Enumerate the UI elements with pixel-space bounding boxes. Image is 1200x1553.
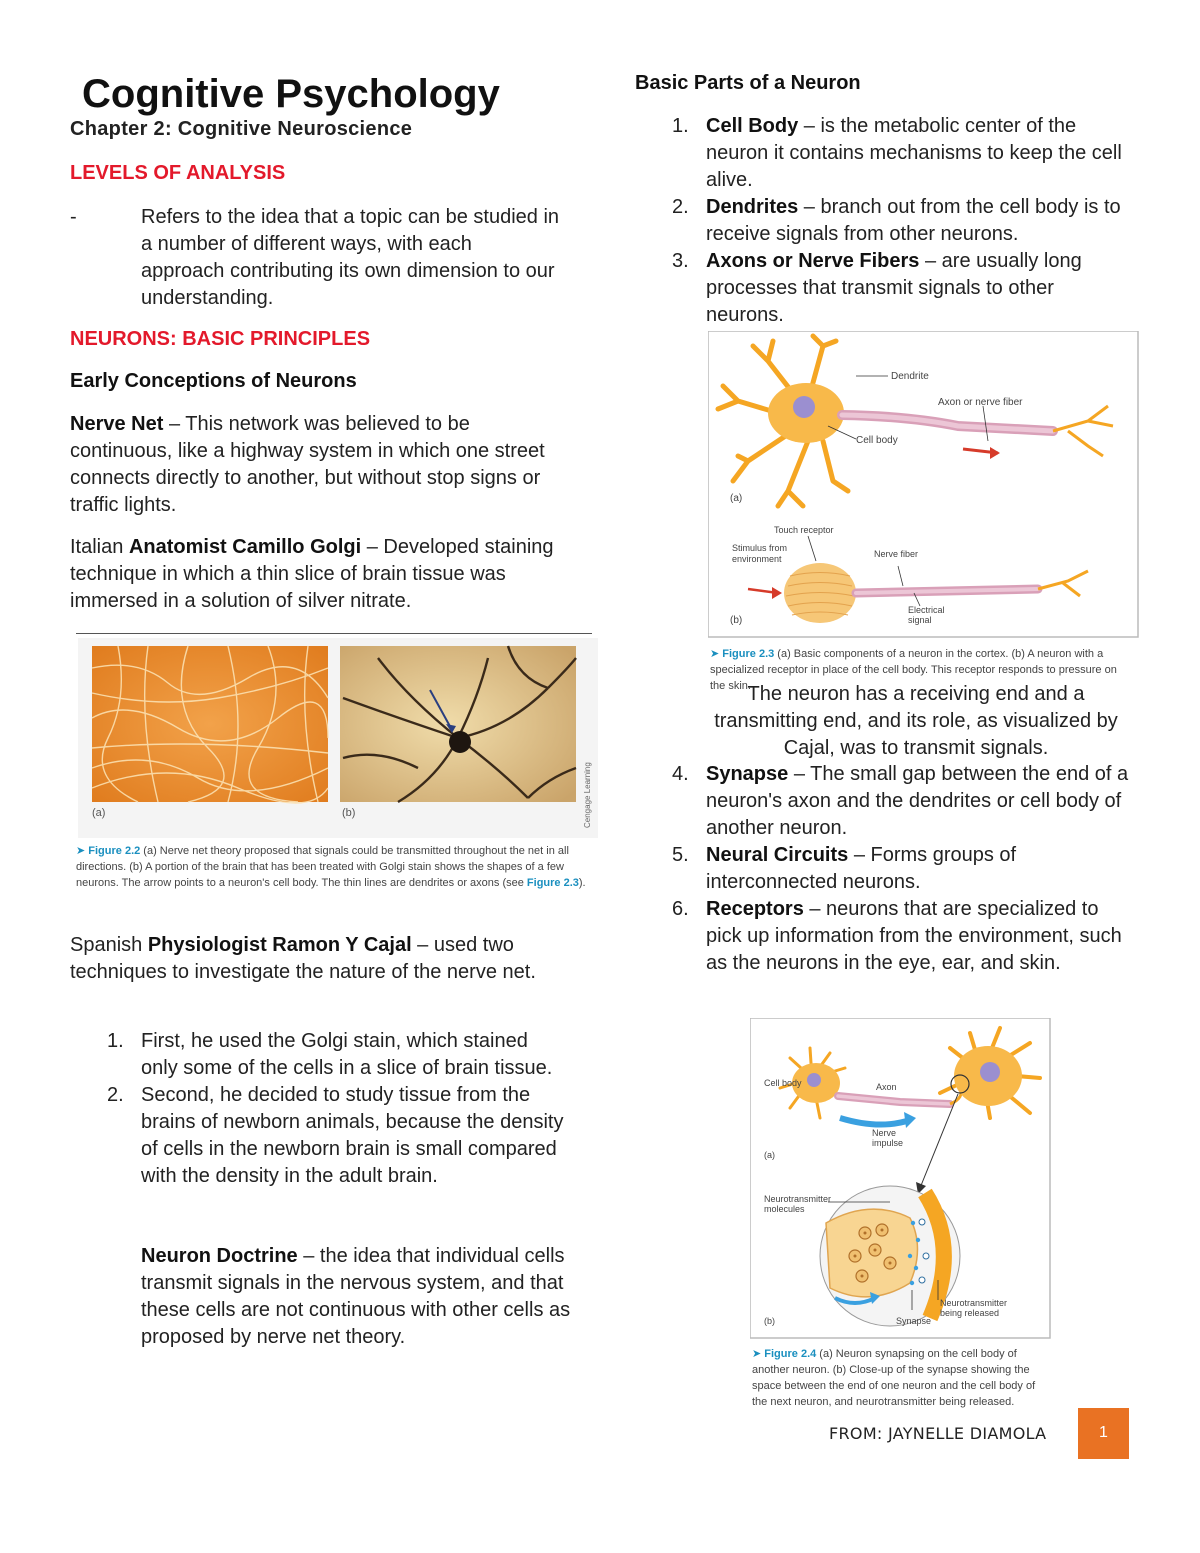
list-item-term: Axons or Nerve Fibers bbox=[706, 250, 920, 272]
dash-bullet: - bbox=[70, 206, 77, 228]
golgi-text: – Developed staining technique in which a thin slice of brain tissue was immersed in a solution of silver nitrate. bbox=[70, 536, 554, 612]
fig24-impulse-label-2: impulse bbox=[872, 1138, 904, 1148]
fig24-label-b: (b) bbox=[764, 1316, 775, 1326]
list-item-text: Second, he decided to study tissue from the brains of newborn animals, because the density of cells in the newborn brain is small compared with the density in the adult brain. bbox=[141, 1084, 564, 1187]
fig24-cell-body-label: Cell body bbox=[764, 1078, 802, 1088]
fig23-touch-label: Touch receptor bbox=[774, 525, 834, 535]
figure-2-3-label: Figure 2.3 bbox=[722, 648, 775, 660]
neuron-doctrine-text: – the idea that individual cells transmit signals in the nervous system, and that these cells are not continuous with other cells as proposed by nerve net theory. bbox=[141, 1245, 571, 1348]
fig23-stimulus-label: Stimulus from bbox=[732, 543, 788, 553]
page-title: Cognitive Psychology bbox=[82, 72, 500, 116]
figure-2-4-label: Figure 2.4 bbox=[764, 1348, 817, 1360]
figure-2-2-caption-ref: Figure 2.3 bbox=[526, 877, 579, 889]
fig24-impulse-label: Nerve bbox=[872, 1128, 897, 1138]
nerve-net-text: – This network was believed to be continuous, like a highway system in which one street connects directly to another, but without stop signs or traffic lights. bbox=[70, 413, 545, 516]
figure-2-2-caption-end: ). bbox=[578, 877, 586, 889]
basic-parts-heading: Basic Parts of a Neuron bbox=[635, 72, 861, 94]
list-item-text: – The small gap between the end of a neuron's axon and the dendrites or cell body of another neuron. bbox=[706, 763, 1129, 839]
figure-2-3-caption-text: (a) Basic components of a neuron in the cortex. (b) A neuron with a specialized receptor in place of the cell body. This receptor responds to pressure on the skin. bbox=[710, 648, 1117, 692]
neuron-doctrine-paragraph bbox=[141, 1243, 571, 1351]
fig24-released-label: Neurotransmitter bbox=[940, 1298, 1008, 1308]
fig23-electrical-label-2: signal bbox=[908, 615, 932, 625]
levels-item bbox=[70, 204, 560, 312]
list-item-number: 1. bbox=[107, 1030, 124, 1052]
list-item bbox=[635, 194, 1135, 248]
figure-2-2-caption-text: (a) Nerve net theory proposed that signals could be transmitted throughout the net in all directions. (b) A portion of the brain that has been treated with Golgi stain shows the shapes of a few neurons. The arrow points to a neuron's cell body. The thin lines are dendrites or axons (see bbox=[76, 845, 569, 889]
list-item bbox=[635, 113, 1135, 194]
chapter-subtitle: Chapter 2: Cognitive Neuroscience bbox=[70, 118, 413, 140]
fig24-axon-label: Axon bbox=[876, 1082, 897, 1092]
fig23-label-b: (b) bbox=[730, 615, 743, 626]
golgi-paragraph bbox=[70, 534, 560, 615]
parts-list-bottom bbox=[635, 761, 1135, 977]
figure-2-2-label: Figure 2.2 bbox=[88, 845, 141, 857]
list-item-text: First, he used the Golgi stain, which stained only some of the cells in a slice of brain tissue. bbox=[141, 1030, 553, 1079]
figure-2-2-label-a: (a) bbox=[92, 807, 106, 819]
list-item-text: – neurons that are specialized to pick up information from the environment, such as the neurons in the eye, ear, and skin. bbox=[706, 898, 1122, 974]
golgi-term: Anatomist Camillo Golgi bbox=[128, 536, 362, 558]
list-item-number: 4. bbox=[672, 763, 689, 785]
list-item-number: 3. bbox=[672, 250, 689, 272]
list-item-text: – are usually long processes that transmit signals to other neurons. bbox=[706, 250, 1082, 326]
list-item-text: – Forms groups of interconnected neurons. bbox=[706, 844, 1017, 893]
figure-2-3-diagram bbox=[708, 331, 1140, 639]
fig24-nt-label-2: molecules bbox=[764, 1204, 805, 1214]
fig23-axon-label: Axon or nerve fiber bbox=[938, 397, 1023, 408]
list-item bbox=[635, 896, 1135, 977]
list-item bbox=[635, 248, 1135, 329]
fig23-label-a: (a) bbox=[730, 493, 743, 504]
caption-arrow-icon: ➤ bbox=[752, 1348, 762, 1360]
list-item-number: 6. bbox=[672, 898, 689, 920]
fig23-electrical-label: Electrical bbox=[908, 605, 945, 615]
list-item bbox=[70, 1082, 570, 1190]
list-item-number: 1. bbox=[672, 115, 689, 137]
fig24-synapse-label: Synapse bbox=[896, 1316, 932, 1326]
page-number-badge: 1 bbox=[1078, 1408, 1129, 1459]
list-item-text: – is the metabolic center of the neuron it contains mechanisms to keep the cell alive. bbox=[706, 115, 1122, 191]
levels-heading: LEVELS OF ANALYSIS bbox=[70, 162, 286, 184]
fig24-label-a: (a) bbox=[764, 1150, 775, 1160]
footer-author: FROM: JAYNELLE DIAMOLA bbox=[829, 1424, 1047, 1443]
neurons-heading: NEURONS: BASIC PRINCIPLES bbox=[70, 328, 371, 350]
fig23-cell-body-label: Cell body bbox=[856, 435, 898, 446]
figure-2-2-images bbox=[78, 638, 598, 838]
figure-2-2 bbox=[78, 638, 598, 838]
figure-2-4 bbox=[750, 1018, 1052, 1340]
fig23-stimulus-label-2: environment bbox=[732, 554, 782, 564]
early-conceptions-heading: Early Conceptions of Neurons bbox=[70, 370, 357, 392]
figure-2-4-diagram bbox=[750, 1018, 1052, 1340]
list-item-term: Cell Body bbox=[706, 115, 799, 137]
cajal-list bbox=[70, 1028, 570, 1190]
fig24-nt-label: Neurotransmitter bbox=[764, 1194, 832, 1204]
cajal-term: Physiologist Ramon Y Cajal bbox=[147, 934, 412, 956]
list-item bbox=[70, 1028, 570, 1082]
figure-2-2-label-b: (b) bbox=[342, 807, 356, 819]
figure-2-3 bbox=[708, 331, 1140, 639]
list-item-term: Neural Circuits bbox=[706, 844, 849, 866]
figure-2-4-caption bbox=[752, 1346, 1052, 1410]
list-item-term: Receptors bbox=[706, 898, 804, 920]
caption-arrow-icon: ➤ bbox=[710, 648, 720, 660]
list-item-term: Synapse bbox=[706, 763, 789, 785]
fig23-dendrite-label: Dendrite bbox=[891, 371, 929, 382]
list-item-number: 2. bbox=[107, 1084, 124, 1106]
cajal-paragraph bbox=[70, 932, 560, 986]
list-item bbox=[635, 761, 1135, 842]
list-item-number: 5. bbox=[672, 844, 689, 866]
parts-list-top bbox=[635, 113, 1135, 329]
cajal-text: – used two techniques to investigate the nature of the nerve net. bbox=[70, 934, 536, 983]
nerve-net-paragraph bbox=[70, 411, 570, 519]
golgi-prefix: Italian bbox=[70, 536, 129, 558]
list-item bbox=[635, 842, 1135, 896]
cajal-prefix: Spanish bbox=[70, 934, 148, 956]
figure-divider bbox=[76, 633, 592, 634]
list-item-text: – branch out from the cell body is to receive signals from other neurons. bbox=[706, 196, 1121, 245]
fig24-released-label-2: being released bbox=[940, 1308, 1000, 1318]
nerve-net-term: Nerve Net bbox=[70, 413, 164, 435]
fig23-nerve-fiber-label: Nerve fiber bbox=[874, 549, 919, 559]
caption-arrow-icon: ➤ bbox=[76, 845, 86, 857]
figure-2-4-caption-text: (a) Neuron synapsing on the cell body of another neuron. (b) Close-up of the synapse showing the space between the end of one neuron and the cell body of the next neuron, and neurotransmitter being released. bbox=[752, 1348, 1036, 1408]
centered-paragraph: The neuron has a receiving end and a transmitting end, and its role, as visualized by Cajal, was to transmit signals. bbox=[714, 683, 1118, 759]
figure-2-2-caption bbox=[76, 843, 596, 891]
neuron-doctrine-term: Neuron Doctrine bbox=[141, 1245, 298, 1267]
figure-2-2-credit: Cengage Learning bbox=[583, 762, 592, 828]
list-item-term: Dendrites bbox=[706, 196, 799, 218]
levels-text: Refers to the idea that a topic can be studied in a number of different ways, with each approach contributing its own dimension to our understanding. bbox=[141, 206, 560, 309]
list-item-number: 2. bbox=[672, 196, 689, 218]
